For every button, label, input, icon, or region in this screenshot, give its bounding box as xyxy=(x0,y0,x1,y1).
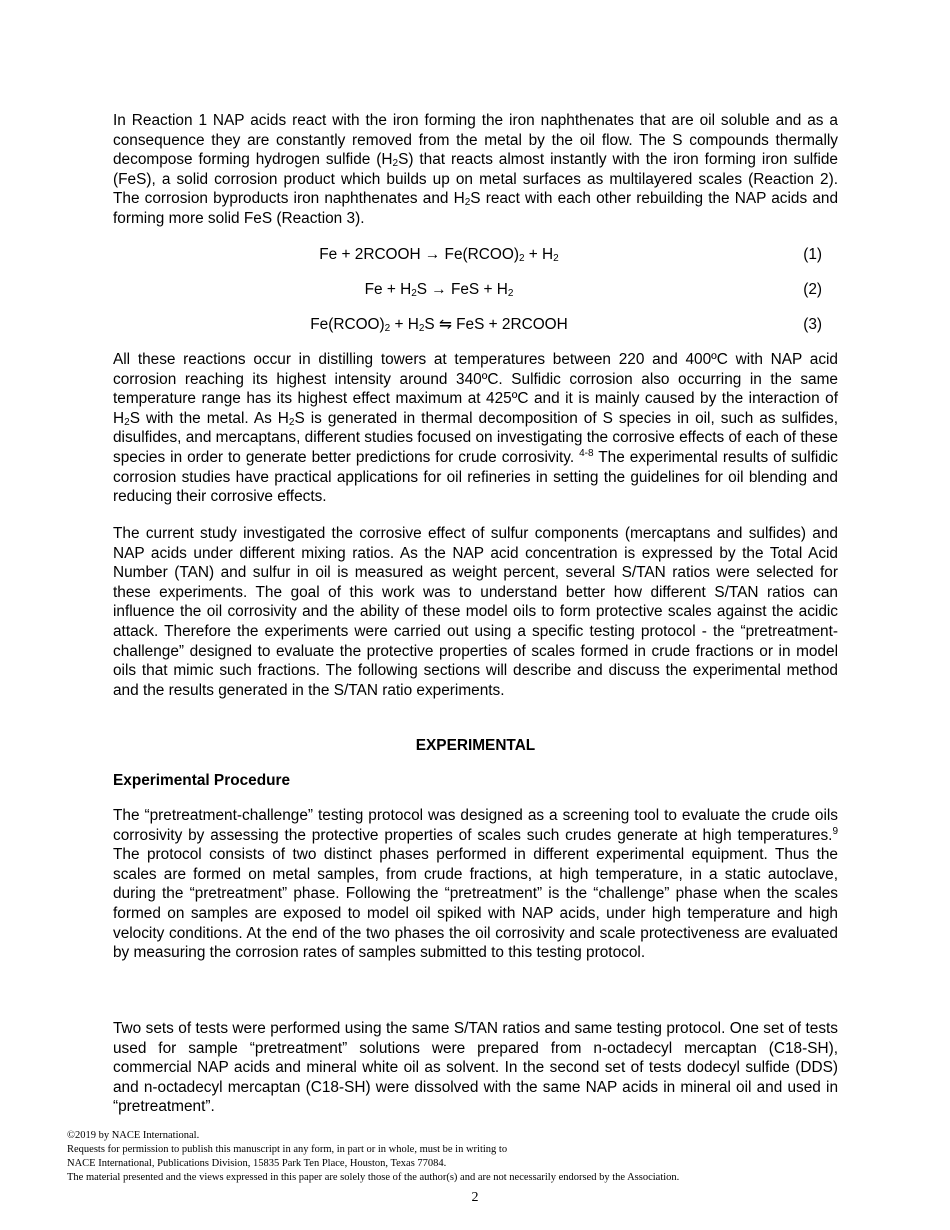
copyright-footer xyxy=(67,1129,887,1185)
paragraph-reactions-intro: In Reaction 1 NAP acids react with the iron forming the iron naphthenates that are oil soluble and as a consequence they are constantly removed from the metal by the oil flow. The S compounds thermally decompose forming hydrogen sulfide $(H_2S)$ that reacts almost instantly with the iron forming iron sulfide (FeS), a solid corrosion product which builds up on metal surfaces as multilayered scales (Reaction 2). The corrosion byproducts iron naphthenates and $H_2S$ react with each other rebuilding the NAP acids and forming more solid FeS (Reaction 3). xyxy=(113,112,838,227)
paragraph-test-sets: Two sets of tests were performed using the same S/TAN ratios and same testing protocol. One set of tests used for sample “pretreatment” solutions were prepared from n-octadecyl mercaptan (C18-SH), commercial NAP acids and mineral white oil as solvent. In the second set of tests dodecyl sulfide (DDS) and n-octadecyl mercaptan (C18-SH) were dissolved with the same NAP acids in mineral oil and used in “pretreatment”. xyxy=(113,1020,838,1116)
equation-text: $Fe(RCOO)_2 + H_2S$ ⇋ FeS + 2RCOOH xyxy=(310,316,568,334)
footer-line: Requests for permission to publish this manuscript in any form, in part or in whole, must be in writing to xyxy=(67,1144,508,1155)
page-number: 2 xyxy=(471,1190,479,1205)
equation-number: (3) xyxy=(803,316,822,333)
footer-line: ©2019 by NACE International. xyxy=(67,1130,200,1141)
equation-2 xyxy=(113,280,838,300)
footer-line: The material presented and the views expressed in this paper are solely those of the author(s) and are not necessarily endorsed by the Association. xyxy=(67,1172,680,1183)
subscript: 2 xyxy=(392,158,399,170)
citation-superscript: 4-8 xyxy=(579,447,594,459)
subscript: 2 xyxy=(288,416,295,428)
paragraph-temperature-range: All these reactions occur in distilling towers at temperatures between 220 and 400ºC with NAP acid corrosion reaching its highest intensity around 340ºC. Sulfidic corrosion also occurring in the same temperature range has its highest effect maximum at 425ºC and it is mainly caused by the interaction of $H_2S$ with the metal. As $H_2S$ is generated in thermal decomposition of S species in oil, such as sulfides, disulfides, and mercaptans, different studies focused on investigating the corrosive effects of each of these species in order to generate better predictions for crude corrosivity. $^{4-8}$ The experimental results of sulfidic corrosion studies have practical applications for oil refineries in setting the guidelines for oil blending and reducing their corrosive effects. xyxy=(113,351,838,506)
paragraph-current-study: The current study investigated the corrosive effect of sulfur components (mercaptans and sulfides) and NAP acids under different mixing ratios. As the NAP acid concentration is expressed by the Total Acid Number (TAN) and sulfur in oil is measured as weight percent, several S/TAN ratios were selected for these experiments. The goal of this work was to understand better how different S/TAN ratios can influence the oil corrosivity and the ability of these model oils to form protective scales against the acidic attack. Therefore the experiments were carried out using a specific testing protocol - the “pretreatment-challenge” designed to evaluate the protective properties of scales formed in crude fractions or in model oils that mimic such fractions. The following sections will describe and discuss the experimental method and the results generated in the S/TAN ratio experiments. xyxy=(113,525,838,699)
equation-number: (2) xyxy=(803,281,822,298)
footer-line: NACE International, Publications Division, 15835 Park Ten Place, Houston, Texas 77084. xyxy=(67,1158,447,1169)
subsection-heading: Experimental Procedure xyxy=(113,772,291,789)
equation-text: $Fe + H_2S$ → FeS + $H_2$ xyxy=(364,281,514,299)
paragraph-testing-protocol: The “pretreatment-challenge” testing protocol was designed as a screening tool to evaluate the crude oils corrosivity by assessing the protective properties of scales such crudes generate at high temperatures.$^9$ The protocol consists of two distinct phases performed in different experimental equipment. Thus the scales are formed on metal samples, from crude fractions, at high temperature, in a static autoclave, during the “pretreatment” phase. Following the “pretreatment” is the “challenge” phase when the scales formed on samples are exposed to model oil spiked with NAP acids, under high temperature and high velocity conditions. At the end of the two phases the oil corrosivity and scale protectiveness are evaluated by measuring the corrosion rates of samples submitted to this testing protocol. xyxy=(113,807,838,962)
citation-superscript: 9 xyxy=(832,825,838,837)
equation-number: (1) xyxy=(803,246,822,263)
equation-3 xyxy=(113,315,838,335)
subscript: 2 xyxy=(124,416,130,428)
equation-1 xyxy=(113,245,838,265)
subscript: 2 xyxy=(464,197,471,209)
section-heading: EXPERIMENTAL xyxy=(415,737,536,754)
equation-text: Fe + 2RCOOH → $Fe(RCOO)_2 + H_2$ xyxy=(319,246,559,264)
